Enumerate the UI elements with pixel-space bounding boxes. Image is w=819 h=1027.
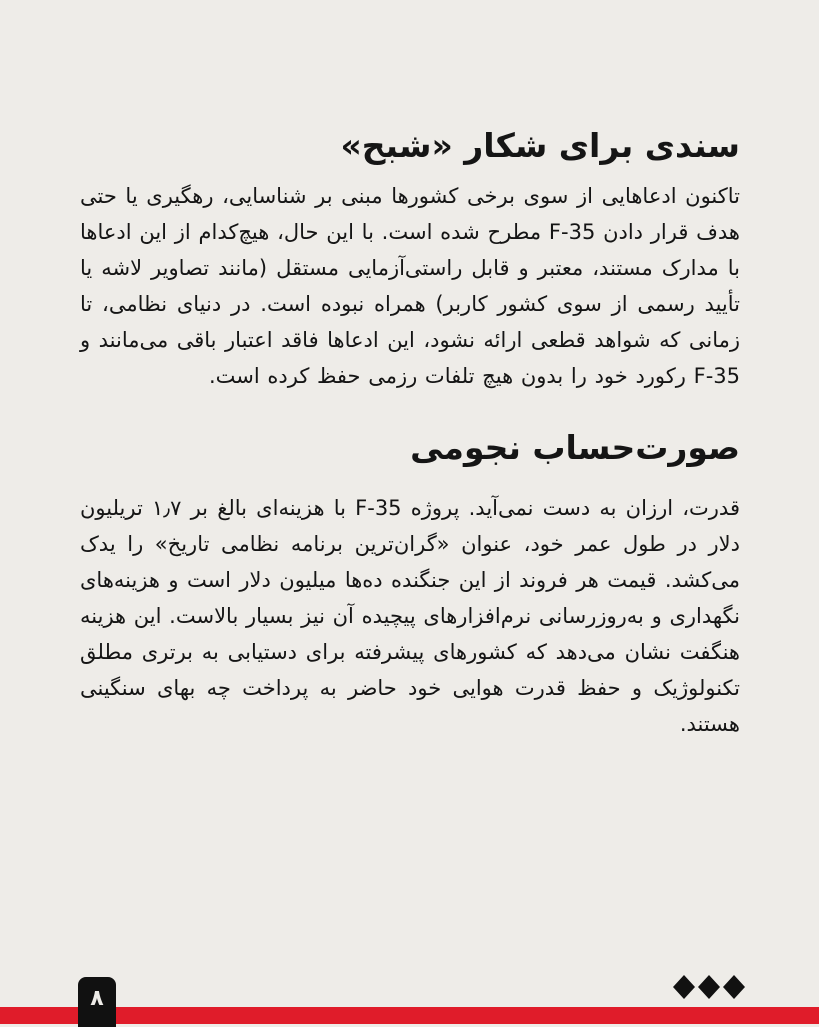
page-number-badge: ۸ (78, 977, 116, 1027)
section-title: سندی برای شکار «شبح» (340, 126, 740, 165)
diamond-shape (698, 975, 720, 999)
section-ghost-hunt (80, 118, 740, 394)
section-paragraph: تاکنون ادعاهایی از سوی برخی کشورها مبنی بر شناسایی، رهگیری یا حتی هدف قرار دادن F-35 مطرح شده است. با این حال، هیچ‌کدام از این ادعاها با مدارک مستند، معتبر و قابل راستی‌آزمایی مستقل (مانند تصاویر لاشه یا تأیید رسمی از سوی کشور کاربر) همراه نبوده است. در دنیای نظامی، تا زمانی که شواهد قطعی ارائه نشود، این ادعاها فاقد اعتبار باقی می‌مانند و F-35 رکورد خود را بدون هیچ تلفات رزمی حفظ کرده است. (80, 184, 741, 388)
section-title: صورت‌حساب نجومی (410, 428, 740, 467)
diamond-shape (723, 975, 745, 999)
diamond-shape (673, 975, 695, 999)
three-diamonds-icon (670, 973, 750, 1003)
section-astronomical-bill (80, 420, 740, 742)
page-footer (0, 965, 819, 1024)
red-accent-bar (0, 1007, 819, 1024)
section-paragraph: قدرت، ارزان به دست نمی‌آید. پروژه F-35 با هزینه‌ای بالغ بر ۱٫۷ تریلیون دلار در طول عمر خود، عنوان «گران‌ترین برنامه نظامی تاریخ» را یدک می‌کشد. قیمت هر فروند از این جنگنده ده‌ها میلیون دلار است و هزینه‌های نگهداری و به‌روزرسانی نرم‌افزارهای پیچیده آن نیز بسیار بالاست. این هزینه هنگفت نشان می‌دهد که کشورهای پیشرفته برای دستیابی به برتری مطلق تکنولوژیک و حفظ قدرت هوایی خود حاضر به پرداخت چه بهای سنگینی هستند. (80, 496, 740, 736)
article-content (80, 118, 740, 742)
